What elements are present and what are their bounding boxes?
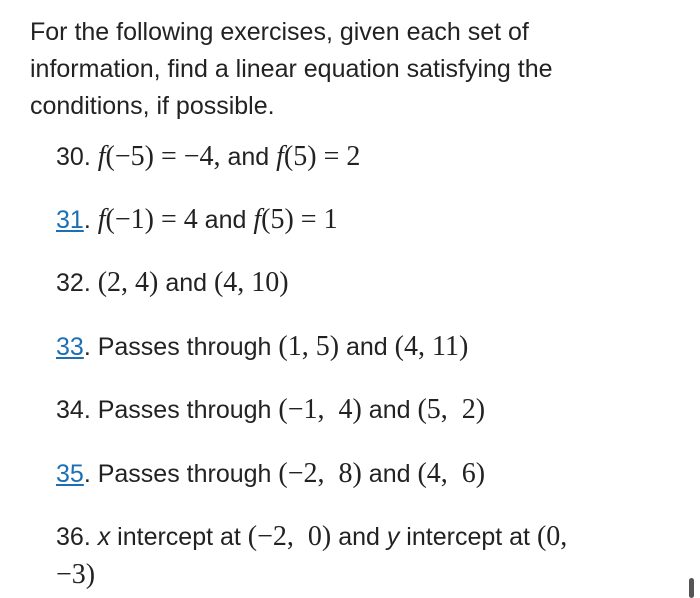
exercise-33: 33. Passes through (1, 5) and (4, 11) — [56, 331, 469, 362]
connector-text: and — [361, 460, 418, 488]
variable-x: x — [97, 523, 111, 551]
math-point: (2, 4) — [97, 267, 159, 298]
math-function: f — [253, 204, 262, 235]
math-point: (1, 5) — [278, 331, 340, 362]
exercise-30: 30. f(−5) = −4, and f(5) = 2 — [56, 141, 361, 172]
exercise-number: 32 — [56, 269, 84, 297]
math-point: (5, 2) — [417, 394, 486, 425]
exercise-32: 32. (2, 4) and (4, 10) — [56, 267, 289, 298]
connector-text: and — [339, 333, 395, 361]
exercise-35: 35. Passes through (−2, 8) and (4, 6) — [56, 458, 486, 489]
scrollbar-thumb[interactable] — [689, 578, 694, 598]
exercise-text: Passes through — [97, 396, 279, 424]
math-function: f — [97, 204, 106, 235]
math-expression: (5) = 1 — [261, 204, 338, 235]
math-point: (−1, 4) — [278, 394, 362, 425]
exercise-number-link[interactable]: 33 — [56, 333, 84, 361]
exercise-text: intercept at — [399, 523, 537, 551]
math-point: (4, 6) — [417, 458, 486, 489]
exercise-text: Passes through — [97, 460, 279, 488]
exercise-text: intercept at — [110, 523, 248, 551]
exercise-number: 36 — [56, 523, 84, 551]
math-point: (−2, 0) — [247, 521, 332, 552]
exercise-number: 34 — [56, 396, 84, 424]
math-point: (0, −3) — [56, 521, 568, 590]
connector-text: and — [197, 206, 254, 234]
exercise-36: 36. x intercept at (−2, 0) and y intercept at (0, −3) — [56, 521, 568, 590]
connector-text: and — [361, 396, 418, 424]
math-point: (4, 10) — [213, 267, 289, 298]
math-expression: (5) = 2 — [283, 141, 361, 172]
connector-text: and — [331, 523, 387, 551]
math-point: (−2, 8) — [278, 458, 362, 489]
connector-text: and — [220, 143, 277, 171]
exercise-31: 31. f(−1) = 4 and f(5) = 1 — [56, 204, 338, 235]
exercise-text: Passes through — [97, 333, 279, 361]
math-expression: (−5) = −4, — [105, 141, 221, 172]
exercise-number-link[interactable]: 35 — [56, 460, 84, 488]
exercise-number: 30 — [56, 143, 84, 171]
math-point: (4, 11) — [394, 331, 469, 362]
variable-y: y — [386, 523, 400, 551]
instructions-text: For the following exercises, given each set of information, find a linear equation satisfying the conditions, if possible. — [30, 18, 553, 120]
math-function: f — [276, 141, 284, 172]
connector-text: and — [158, 269, 214, 297]
math-function: f — [97, 141, 106, 172]
math-expression: (−1) = 4 — [105, 204, 198, 235]
exercise-34: 34. Passes through (−1, 4) and (5, 2) — [56, 394, 486, 425]
exercise-number-link[interactable]: 31 — [56, 206, 84, 234]
